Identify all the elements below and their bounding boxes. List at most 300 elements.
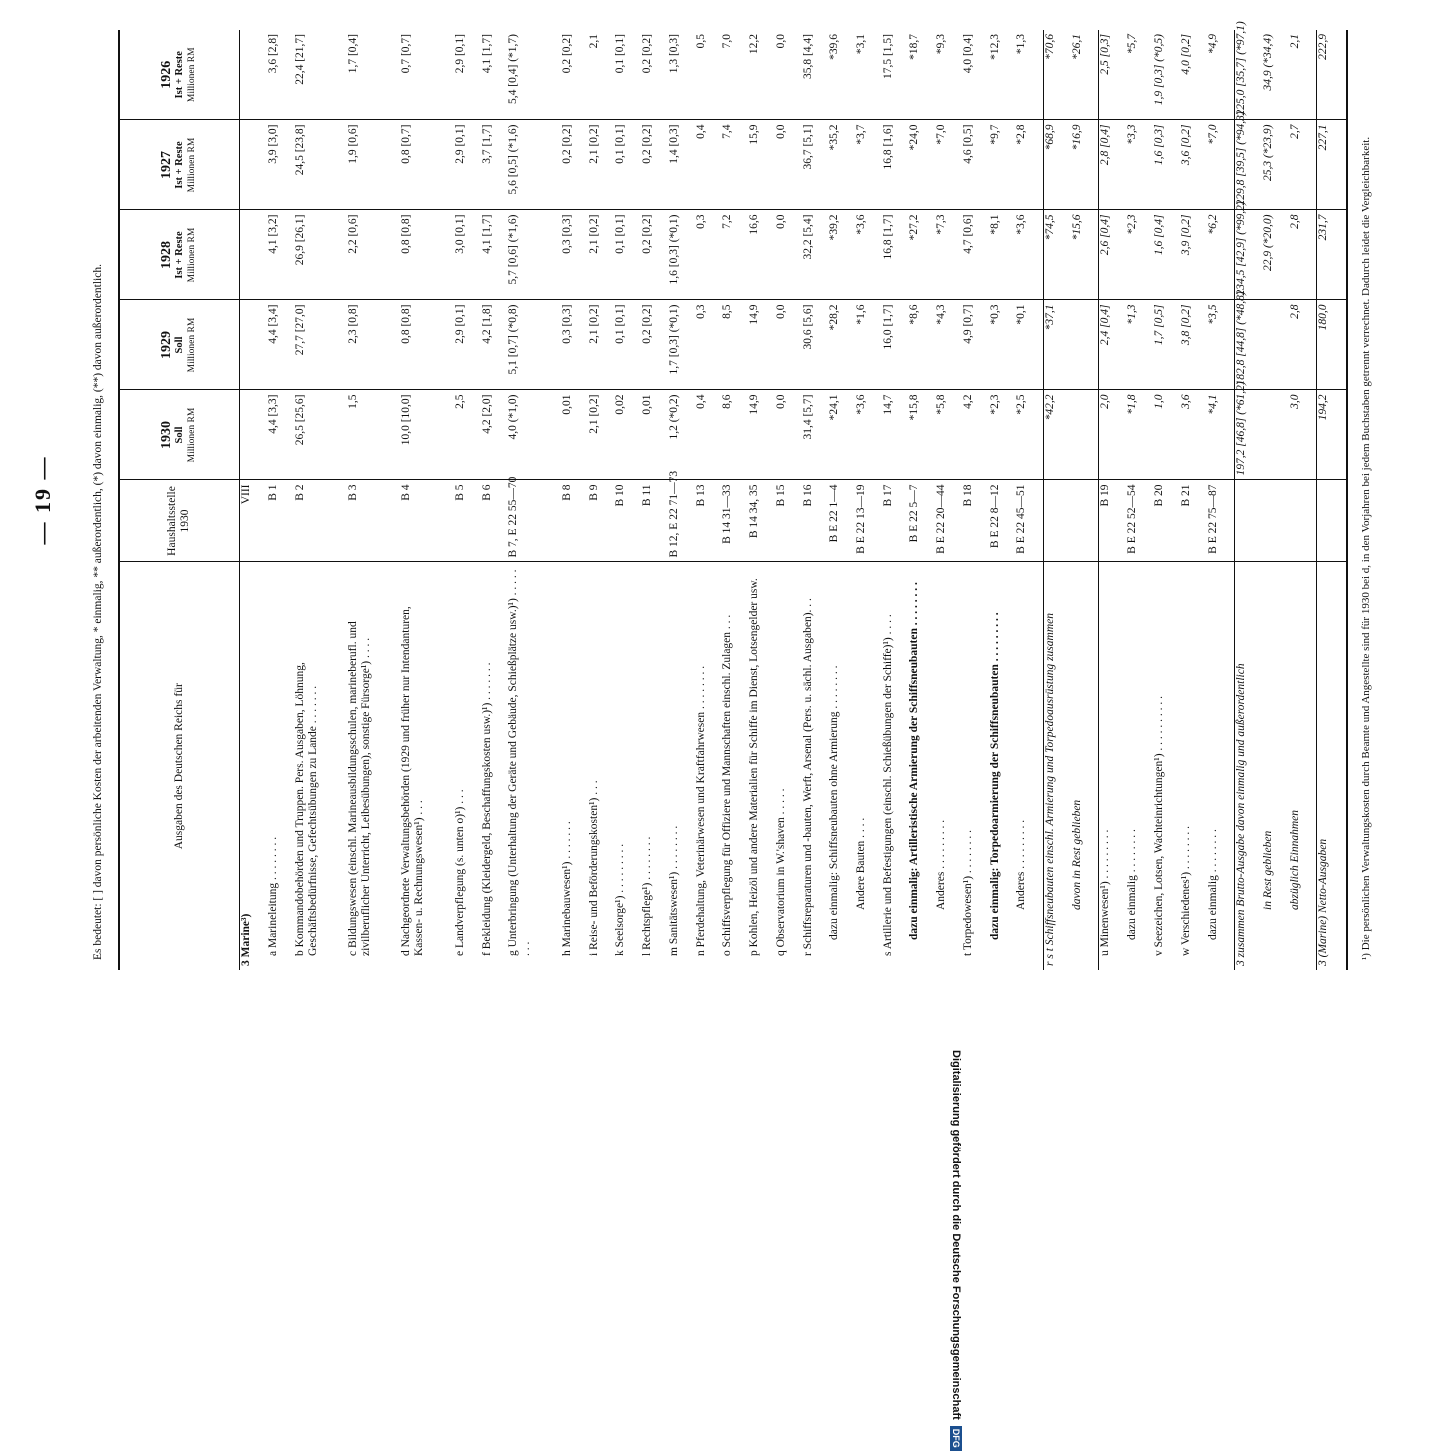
row-value-1930: 3,0 [1289, 390, 1317, 480]
row-value-1930: 1,2 (*0,2) [668, 390, 695, 480]
side-note-text: Digitalisierung gefördert durch die Deutsche Forschungsgemeinschaft [950, 1050, 962, 1420]
row-value-1929: 14,9 [748, 300, 775, 390]
row-value-1930: 14,7 [882, 390, 909, 480]
table-row [588, 30, 615, 970]
table-row [1289, 30, 1317, 970]
row-value-1927: 24,5 [23,8] [294, 120, 347, 210]
table-row [1099, 30, 1127, 970]
row-value-1928: 0,8 [0,8] [400, 210, 453, 300]
table-row [1180, 30, 1207, 970]
row-value-1926 [239, 30, 267, 120]
row-description: l Rechtspflege¹) . . . . . . . . [641, 562, 668, 970]
row-value-1928: 2,2 [0,6] [347, 210, 400, 300]
row-haushaltsstelle: B E 22 5—7 [908, 480, 935, 562]
row-value-1926: *3,1 [854, 34, 867, 55]
header-1926: 1926 Ist + Reste Millionen RM [119, 30, 239, 120]
row-value-1927: *68,9 [1043, 120, 1071, 210]
row-value-1930 [1071, 390, 1099, 480]
row-value-1929 [1071, 300, 1099, 390]
row-description: i Reise- und Beförderungskosten¹) . . . [588, 562, 615, 970]
row-value-1927: 0,8 [0,7] [400, 120, 453, 210]
row-value-1926: 0,2 [0,2] [641, 34, 654, 74]
row-haushaltsstelle [1262, 480, 1289, 562]
row-value-1926: 22,4 [21,7] [293, 34, 306, 85]
header-1928: 1928 Ist + Reste Millionen RM [119, 210, 239, 300]
row-value-1930: *15,8 [908, 390, 935, 480]
row-value-1926: 0,7 [0,7] [400, 34, 413, 74]
row-haushaltsstelle: B 9 [588, 480, 615, 562]
row-description: s Artillerie und Befestigungen (einschl. Schießübungen der Schiffe)¹) . . . . [882, 562, 909, 970]
row-value-1929 [239, 300, 267, 390]
row-value-1929: *0,3 [989, 300, 1016, 390]
row-description: h Marinebauwesen¹) . . . . . . . [561, 562, 588, 970]
row-value-1926: 0,1 [0,1] [614, 34, 627, 74]
page-number: — 19 — [30, 455, 55, 545]
row-value-1929: 30,6 [5,6] [802, 300, 829, 390]
row-value-1928: *15,6 [1071, 210, 1099, 300]
row-value-1927: *35,2 [828, 120, 855, 210]
table-row [347, 30, 400, 970]
table-row [1317, 30, 1347, 970]
row-description: in Rest geblieben [1262, 562, 1289, 970]
row-value-1926: *26,1 [1070, 34, 1083, 60]
row-value-1926: *18,7 [908, 34, 921, 60]
table-row [267, 30, 294, 970]
row-value-1928: 7,2 [721, 210, 748, 300]
row-description: d Nachgeordnete Verwaltungsbehörden (1929 und früher nur Intendanturen, Kassen- u. Rechnungswesen¹) . . . [400, 562, 453, 970]
row-description: dazu einmalig: Schiffsneubauten ohne Armierung . . . . . . . . [828, 562, 855, 970]
row-haushaltsstelle: B E 22 20—44 [935, 480, 962, 562]
row-value-1928: *74,5 [1043, 210, 1071, 300]
row-haushaltsstelle: B 20 [1153, 480, 1180, 562]
row-value-1928: 0,2 [0,2] [641, 210, 668, 300]
row-haushaltsstelle: B 14 31—33 [721, 480, 748, 562]
row-value-1928: *7,3 [935, 210, 962, 300]
row-value-1926: 2,1 [587, 34, 600, 49]
row-description: Anderes . . . . . . . . . [935, 562, 962, 970]
row-value-1926: 34,9 (*34,4) [1262, 34, 1275, 91]
row-value-1930: *2,3 [989, 390, 1016, 480]
row-value-1930: 197,2 [46,8] (*61,2) [1234, 390, 1262, 480]
row-description: o Schiffsverpflegung für Offiziere und Mannschaften einschl. Zulagen . . . [721, 562, 748, 970]
row-value-1929: 0,3 [695, 300, 722, 390]
table-row [614, 30, 641, 970]
row-description: b Kommandobehörden und Truppen. Pers. Ausgaben, Löhnung, Geschäftsbedürfnisse, Gefechtsübungen zu Lande . . . . . . . [294, 562, 347, 970]
row-value-1930: 26,5 [25,6] [294, 390, 347, 480]
row-value-1929: 0,8 [0,8] [400, 300, 453, 390]
row-value-1929: *3,5 [1207, 300, 1235, 390]
row-value-1927: 3,6 [0,2] [1180, 120, 1207, 210]
row-value-1928: 4,1 [3,2] [267, 210, 294, 300]
row-value-1930: *24,1 [828, 390, 855, 480]
row-haushaltsstelle: B 8 [561, 480, 588, 562]
table-header [119, 30, 239, 970]
row-value-1927: 7,4 [721, 120, 748, 210]
row-haushaltsstelle: B 5 [454, 480, 481, 562]
header-desc: Ausgaben des Deutschen Reichs für [119, 562, 239, 970]
row-value-1929: 0,0 [775, 300, 802, 390]
row-value-1927: 15,9 [748, 120, 775, 210]
table-body [239, 21, 1347, 970]
row-value-1930 [1262, 390, 1289, 480]
row-haushaltsstelle: B E 22 13—19 [855, 480, 882, 562]
row-value-1928: *27,2 [908, 210, 935, 300]
table-row [828, 30, 855, 970]
row-description: g Unterbringung (Unterhaltung der Geräte und Gebäude, Schießplätze usw.)¹) . . . . . . . . [507, 562, 560, 970]
row-description: q Observatorium in W.'shaven . . . . . [775, 562, 802, 970]
row-haushaltsstelle: B E 22 45—51 [1015, 480, 1043, 562]
row-value-1926: *12,3 [988, 34, 1001, 60]
table-row [1207, 30, 1235, 970]
row-value-1927: 5,6 [0,5] (*1,6) [507, 120, 560, 210]
row-value-1927: 3,7 [1,7] [481, 120, 508, 210]
row-value-1927: *16,9 [1071, 120, 1099, 210]
row-value-1927: *7,0 [1207, 120, 1235, 210]
row-value-1929: 2,9 [0,1] [454, 300, 481, 390]
row-description: n Pferdehaltung, Veterinärwesen und Kraftfahrwesen . . . . . . . . [695, 562, 722, 970]
row-haushaltsstelle: B 11 [641, 480, 668, 562]
row-value-1929: 2,8 [1289, 300, 1317, 390]
row-value-1929: *1,3 [1126, 300, 1153, 390]
row-value-1926: *70,6 [1043, 30, 1071, 120]
row-value-1927: *24,0 [908, 120, 935, 210]
row-value-1928: 1,6 [0,4] [1153, 210, 1180, 300]
row-value-1928: 26,9 [26,1] [294, 210, 347, 300]
row-haushaltsstelle: B E 22 1—4 [828, 480, 855, 562]
row-value-1929: *1,6 [855, 300, 882, 390]
row-value-1927: 25,3 (*23,9) [1262, 120, 1289, 210]
row-value-1926: *39,6 [828, 34, 841, 60]
row-value-1930: 0,02 [614, 390, 641, 480]
row-value-1928 [239, 210, 267, 300]
row-value-1926: *9,3 [935, 34, 948, 55]
row-value-1929: *37,1 [1043, 300, 1071, 390]
row-haushaltsstelle: B 14 34, 35 [748, 480, 775, 562]
row-value-1928: 3,0 [0,1] [454, 210, 481, 300]
row-value-1926: 35,8 [4,4] [801, 34, 814, 80]
row-haushaltsstelle: B 10 [614, 480, 641, 562]
table-row [855, 30, 882, 970]
row-description: k Seelsorge¹) . . . . . . . . . [614, 562, 641, 970]
row-haushaltsstelle [1317, 480, 1347, 562]
footnote: ¹) Die persönlichen Verwaltungskosten durch Beamte und Angestellte sind für 1930 bei d, in den Vorjahren bei jedem Buchstaben getrennt verrechnet. Dadurch leidet die Vergleichbarkeit. [1360, 136, 1372, 960]
row-haushaltsstelle: B 18 [962, 480, 989, 562]
table-row [641, 30, 668, 970]
row-value-1929: 16,0 [1,7] [882, 300, 909, 390]
row-description: davon in Rest geblieben [1071, 562, 1099, 970]
row-value-1929: 4,9 [0,7] [962, 300, 989, 390]
row-value-1926: *5,7 [1126, 34, 1139, 55]
row-haushaltsstelle: B E 22 8—12 [989, 480, 1016, 562]
row-value-1927: 0,2 [0,2] [641, 120, 668, 210]
row-value-1928: 16,8 [1,7] [882, 210, 909, 300]
table-row [748, 30, 775, 970]
row-haushaltsstelle: B 1 [267, 480, 294, 562]
row-value-1930: *42,2 [1043, 390, 1071, 480]
row-value-1927: 2,1 [0,2] [588, 120, 615, 210]
row-value-1927: 36,7 [5,1] [802, 120, 829, 210]
header-1927: 1927 Ist + Reste Millionen RM [119, 120, 239, 210]
row-value-1926: 222,9 [1317, 30, 1347, 120]
row-value-1930: *1,8 [1126, 390, 1153, 480]
row-description: a Marineleitung . . . . . . . . [267, 562, 294, 970]
row-value-1929: 4,4 [3,4] [267, 300, 294, 390]
row-value-1930: 0,01 [641, 390, 668, 480]
row-value-1927: 0,2 [0,2] [561, 120, 588, 210]
header-1929: 1929 Soll Millionen RM [119, 300, 239, 390]
row-value-1926: 0,0 [774, 34, 787, 49]
row-value-1930: 31,4 [5,7] [802, 390, 829, 480]
row-value-1929 [1262, 300, 1289, 390]
row-value-1926: 0,2 [0,2] [560, 34, 573, 74]
row-value-1928: 2,6 [0,4] [1099, 210, 1127, 300]
row-value-1927: *9,7 [989, 120, 1016, 210]
row-value-1926: 17,5 [1,5] [881, 34, 894, 80]
row-value-1926: 1,3 [0,3] [667, 34, 680, 74]
row-description: r s t Schiffsneubauten einschl. Armierung und Torpedoausrüstung zusammen [1043, 562, 1071, 970]
row-description: t Torpedowesen¹) . . . . . . . . [962, 562, 989, 970]
table-row [1015, 30, 1043, 970]
row-value-1926: 2,1 [1288, 34, 1301, 49]
row-value-1930: 0,0 [775, 390, 802, 480]
row-value-1927: 2,8 [0,4] [1099, 120, 1127, 210]
row-value-1926: 225,0 [35,7] (*97,1) [1234, 30, 1262, 120]
row-value-1930: 14,9 [748, 390, 775, 480]
row-description: dazu einmalig . . . . . . . . [1207, 562, 1235, 970]
row-value-1928: *3,6 [855, 210, 882, 300]
row-value-1928: 5,7 [0,6] (*1,6) [507, 210, 560, 300]
row-haushaltsstelle: B 7, E 22 55—70 [507, 480, 560, 562]
row-haushaltsstelle [1234, 480, 1262, 562]
row-value-1928: *6,2 [1207, 210, 1235, 300]
row-value-1930: 8,6 [721, 390, 748, 480]
header-hh: Haushaltsstelle 1930 [119, 480, 239, 562]
row-value-1929: 2,1 [0,2] [588, 300, 615, 390]
row-value-1927: *2,8 [1015, 120, 1043, 210]
row-value-1930: 4,4 [3,3] [267, 390, 294, 480]
row-haushaltsstelle [1043, 480, 1071, 562]
row-haushaltsstelle: B 2 [294, 480, 347, 562]
table-row [1262, 30, 1289, 970]
row-value-1926: 2,9 [0,1] [453, 34, 466, 74]
row-value-1929: 5,1 [0,7] (*0,8) [507, 300, 560, 390]
table-row [507, 30, 560, 970]
row-value-1930: 4,2 [2,0] [481, 390, 508, 480]
row-value-1928: 0,0 [775, 210, 802, 300]
row-value-1927: *3,7 [855, 120, 882, 210]
row-value-1926: 1,7 [0,4] [346, 34, 359, 74]
table-row [908, 30, 935, 970]
table-row [882, 30, 909, 970]
row-value-1927: 0,0 [775, 120, 802, 210]
row-value-1928: 4,7 [0,6] [962, 210, 989, 300]
row-value-1930: *3,6 [855, 390, 882, 480]
row-description: dazu einmalig: Artilleristische Armierung der Schiffsneubauten . . . . . . . . [908, 562, 935, 970]
row-value-1926: *4,9 [1206, 34, 1219, 55]
table-row [802, 30, 829, 970]
row-value-1929: *8,6 [908, 300, 935, 390]
row-value-1928: 231,7 [1317, 210, 1347, 300]
row-value-1929: 2,3 [0,8] [347, 300, 400, 390]
row-description: Anderes . . . . . . . . . [1015, 562, 1043, 970]
row-value-1927: 2,9 [0,1] [454, 120, 481, 210]
row-value-1928: 0,3 [0,3] [561, 210, 588, 300]
row-value-1927: 0,1 [0,1] [614, 120, 641, 210]
row-description: v Seezeichen, Lotsen, Wachteinrichtungen¹) . . . . . . . . . . [1153, 562, 1180, 970]
row-value-1927: 0,4 [695, 120, 722, 210]
row-value-1930 [239, 390, 267, 480]
row-value-1930: 2,0 [1099, 390, 1127, 480]
table-row [294, 30, 347, 970]
row-value-1928: 3,9 [0,2] [1180, 210, 1207, 300]
row-value-1928: *3,6 [1015, 210, 1043, 300]
row-description: c Bildungswesen (einschl. Marineausbildungsschulen, marineberufl. und zivilberuflicher Unterricht, Leibesübungen), sonstige Fürsorge¹) . . . . [347, 562, 400, 970]
row-description: m Sanitätswesen¹) . . . . . . . . [668, 562, 695, 970]
table-row [935, 30, 962, 970]
row-value-1930: 0,01 [561, 390, 588, 480]
table-row [1071, 30, 1099, 970]
row-description: r Schiffsreparaturen und -bauten, Werft, Arsenal (Pers. u. sächl. Ausgaben). . . [802, 562, 829, 970]
row-description: 3 zusammen Brutto-Ausgabe davon einmalig und außerordentlich [1234, 562, 1262, 970]
row-haushaltsstelle: B 3 [347, 480, 400, 562]
row-description: 3 Marine³) [239, 562, 267, 970]
row-value-1929: *28,2 [828, 300, 855, 390]
row-haushaltsstelle: VIII [239, 480, 267, 562]
row-value-1930: 4,2 [962, 390, 989, 480]
table-row [481, 30, 508, 970]
row-value-1930: 0,4 [695, 390, 722, 480]
row-value-1929: 1,7 [0,5] [1153, 300, 1180, 390]
table-row [721, 30, 748, 970]
row-haushaltsstelle: B 12, E 22 71—73 [668, 480, 695, 562]
row-value-1927: 227,1 [1317, 120, 1347, 210]
row-value-1926: 12,2 [748, 34, 761, 55]
table-row [668, 30, 695, 970]
row-description: dazu einmalig . . . . . . . . [1126, 562, 1153, 970]
row-value-1927: 3,9 [3,0] [267, 120, 294, 210]
table-row [239, 30, 267, 970]
row-value-1927: 229,8 [39,5] (*94,3) [1234, 120, 1262, 210]
row-value-1930: 10,0 [10,0] [400, 390, 453, 480]
row-haushaltsstelle [1289, 480, 1317, 562]
row-haushaltsstelle: B 21 [1180, 480, 1207, 562]
row-value-1930: 3,6 [1180, 390, 1207, 480]
row-description: Andere Bauten . . . . [855, 562, 882, 970]
row-haushaltsstelle: B E 22 75—87 [1207, 480, 1235, 562]
table-row [400, 30, 453, 970]
row-value-1929: 0,1 [0,1] [614, 300, 641, 390]
row-haushaltsstelle: B E 22 52—54 [1126, 480, 1153, 562]
table-row [695, 30, 722, 970]
table-row [1126, 30, 1153, 970]
row-value-1928: *2,3 [1126, 210, 1153, 300]
table-row [989, 30, 1016, 970]
row-value-1927: 2,7 [1289, 120, 1317, 210]
row-description: abzüglich Einnahmen [1289, 562, 1317, 970]
row-value-1927: 1,9 [0,6] [347, 120, 400, 210]
side-note [950, 1050, 962, 1448]
row-value-1928: 234,5 [42,9] (*99,2) [1234, 210, 1262, 300]
row-value-1927: 1,4 [0,3] [668, 120, 695, 210]
row-haushaltsstelle: B 13 [695, 480, 722, 562]
row-value-1926: 7,0 [721, 34, 734, 49]
row-description: p Kohlen, Heizöl und andere Materialien für Schiffe im Dienst, Lotsengelder usw. [748, 562, 775, 970]
row-value-1926: 4,0 [0,2] [1179, 34, 1192, 75]
row-value-1928: 16,6 [748, 210, 775, 300]
row-haushaltsstelle [1071, 480, 1099, 562]
row-value-1929: 4,2 [1,8] [481, 300, 508, 390]
expenditure-table [118, 21, 1348, 970]
row-value-1929: 182,8 [44,8] (*48,8) [1234, 300, 1262, 390]
row-haushaltsstelle: B 19 [1099, 480, 1127, 562]
row-value-1929: *0,1 [1015, 300, 1043, 390]
row-value-1929: 0,3 [0,3] [561, 300, 588, 390]
row-haushaltsstelle: B 6 [481, 480, 508, 562]
row-value-1926: 0,5 [694, 34, 707, 49]
table-row [1043, 30, 1071, 970]
row-haushaltsstelle: B 15 [775, 480, 802, 562]
table-row [1234, 30, 1262, 970]
row-value-1930: 194,2 [1317, 390, 1347, 480]
row-value-1929: 1,7 [0,3] (*0,1) [668, 300, 695, 390]
row-value-1926: *1,3 [1015, 34, 1028, 55]
row-value-1927 [239, 120, 267, 210]
row-value-1930: *4,1 [1207, 390, 1235, 480]
table-row [775, 30, 802, 970]
row-haushaltsstelle: B 4 [400, 480, 453, 562]
row-value-1929: 180,0 [1317, 300, 1347, 390]
row-value-1928: *8,1 [989, 210, 1016, 300]
row-value-1929: 27,7 [27,0] [294, 300, 347, 390]
row-value-1928: 0,3 [695, 210, 722, 300]
row-value-1927: *7,0 [935, 120, 962, 210]
row-description: 3 (Marine) Netto-Ausgaben [1317, 562, 1347, 970]
row-value-1927: 1,6 [0,3] [1153, 120, 1180, 210]
row-description: f Bekleidung (Kleidergeld, Beschaffungskosten usw.)¹) . . . . . . . [481, 562, 508, 970]
row-value-1930: 2,1 [0,2] [588, 390, 615, 480]
row-value-1926: 4,0 [0,4] [961, 34, 974, 74]
row-value-1929: *4,3 [935, 300, 962, 390]
row-value-1928: *39,2 [828, 210, 855, 300]
table-row [1153, 30, 1180, 970]
row-value-1926: 2,5 [0,3] [1099, 30, 1127, 120]
row-value-1928: 22,9 (*20,0) [1262, 210, 1289, 300]
row-value-1926: 3,6 [2,8] [266, 34, 279, 74]
row-value-1930: *2,5 [1015, 390, 1043, 480]
dfg-logo: DFG [950, 1426, 962, 1451]
row-value-1930: 2,5 [454, 390, 481, 480]
table-row [561, 30, 588, 970]
row-haushaltsstelle: B 17 [882, 480, 909, 562]
row-value-1928: 0,1 [0,1] [614, 210, 641, 300]
row-description: e Landverpflegung (s. unten o)¹) . . . [454, 562, 481, 970]
legend-text: Es bedeutet: [ ] davon persönliche Kosten der arbeitenden Verwaltung, * einmalig, ** außerordentlich, (*) davon einmalig, (**) davon außerordentlich. [92, 264, 104, 960]
row-value-1928: 32,2 [5,4] [802, 210, 829, 300]
row-value-1930: 1,0 [1153, 390, 1180, 480]
row-value-1928: 4,1 [1,7] [481, 210, 508, 300]
row-value-1927: 16,8 [1,6] [882, 120, 909, 210]
row-value-1926: 4,1 [1,7] [480, 34, 493, 74]
row-value-1930: 1,5 [347, 390, 400, 480]
row-value-1929: 3,8 [0,2] [1180, 300, 1207, 390]
row-value-1929: 0,2 [0,2] [641, 300, 668, 390]
row-value-1929: 8,5 [721, 300, 748, 390]
row-haushaltsstelle: B 16 [802, 480, 829, 562]
row-description: w Verschiedenes¹) . . . . . . . . [1180, 562, 1207, 970]
row-value-1928: 1,6 [0,3] (*0,1) [668, 210, 695, 300]
row-value-1926: 1,9 [0,3] (*0,5) [1153, 34, 1166, 106]
header-1930: 1930 Soll Millionen RM [119, 390, 239, 480]
